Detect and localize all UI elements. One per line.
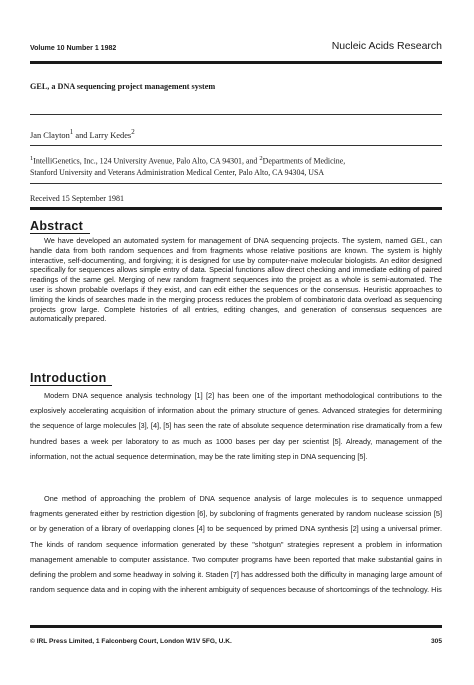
abstract-heading-underline <box>30 233 90 234</box>
affiliation-2-marker: 2 <box>259 155 263 162</box>
author-1-marker: 1 <box>69 128 74 136</box>
journal-header <box>30 40 442 60</box>
copyright-notice: © IRL Press Limited, 1 Falconberg Court, London W1V 5FG, U.K. <box>30 638 232 645</box>
author-list <box>30 128 135 140</box>
journal-page <box>30 0 442 685</box>
authors-rule <box>30 145 442 146</box>
introduction-paragraph-1: Modern DNA sequence analysis technology [1] [2] has been one of the important methodological contributions to the explosively accelerating acquisition of information about the primary structure of genes. Advanced strategies for determining the sequence of large molecules [3], [4], [5] has seen the rate of absolute sequence determination rise dramatically from a few hundred bases a week per laboratory to as much as 1000 bases per day per scientist [5]. Already, management of the information, not the actual sequence determination, may be the rate limiting step in DNA sequencing [5]. <box>30 391 442 461</box>
affiliation-line-2: Stanford University and Veterans Administration Medical Center, Palo Alto, CA 94304, USA <box>30 167 325 177</box>
volume-info: Volume 10 Number 1 1982 <box>30 45 117 52</box>
author-2-marker: 2 <box>131 128 135 136</box>
received-rule <box>30 207 442 210</box>
header-rule <box>30 61 442 64</box>
introduction-paragraph-2: One method of approaching the problem of DNA sequence analysis of large molecules is to sequence unmapped fragments generated either by restriction digestion [6], by subcloning of fragments generated by random nuclease scission [5] or by generation of a library of overlapping clones [4] to be sequenced by primed DNA synthesis [2] using a universal primer. The kinds of random sequence information generated by these "shotgun" strategies represent a problem in information management amenable to computer assistance. Two computer programs have been reported that make substantial gains in defining the problem and some headway in solving it. Staden [7] has addressed both the difficulty in managing large amount of random sequence data and in coping with the inherent ambiguity of sequences because of shortcomings of the technology. His <box>30 494 442 595</box>
abstract-heading: Abstract <box>30 219 84 233</box>
received-date: Received 15 September 1981 <box>30 194 124 203</box>
system-name: GEL <box>410 236 426 245</box>
affiliation-line-1 <box>30 153 442 167</box>
author-2: and Larry Kedes <box>73 130 132 140</box>
title-rule <box>30 114 442 115</box>
affiliation-1: IntelliGenetics, Inc., 124 University Avenue, Palo Alto, CA 94301, and <box>33 156 260 166</box>
affiliation-rule <box>30 183 442 184</box>
affiliations <box>30 153 442 178</box>
introduction-heading-underline <box>30 385 112 386</box>
introduction-heading: Introduction <box>30 371 107 385</box>
footer-rule <box>30 625 442 628</box>
affiliation-2: Departments of Medicine, <box>262 156 346 166</box>
author-1: Jan Clayton <box>30 130 70 140</box>
affiliation-1-marker: 1 <box>30 155 34 162</box>
paper-title: GEL, a DNA sequencing project management system <box>30 82 216 91</box>
journal-name: Nucleic Acids Research <box>331 40 442 52</box>
abstract-body: We have developed an automated system for management of DNA sequencing projects. The system, named GEL, can handle data from both random sequences and from fragments whose relative positions are known. The system is highly interactive, self-documenting, and forgiving; it is designed for use by computer-naive molecular biologists. An editor designed specifically for sequences allows simple entry of data. Special functions allow direct checking and immediate editing of paired readings of the same gel. Merging of new random fragment sequences into the project as a whole is semi-automated. The user is shown probable overlaps if they exist, and can edit either the sequences or the consensus. Heuristic approaches to limiting the kinds of searches made in the merging process reduces the problem of combinatoric data overload as sequencing projects grow large. Complete histories of all entries, editing changes, and generation of consensus sequences are automatically prepared. <box>30 236 443 324</box>
page-number: 305 <box>430 638 442 645</box>
